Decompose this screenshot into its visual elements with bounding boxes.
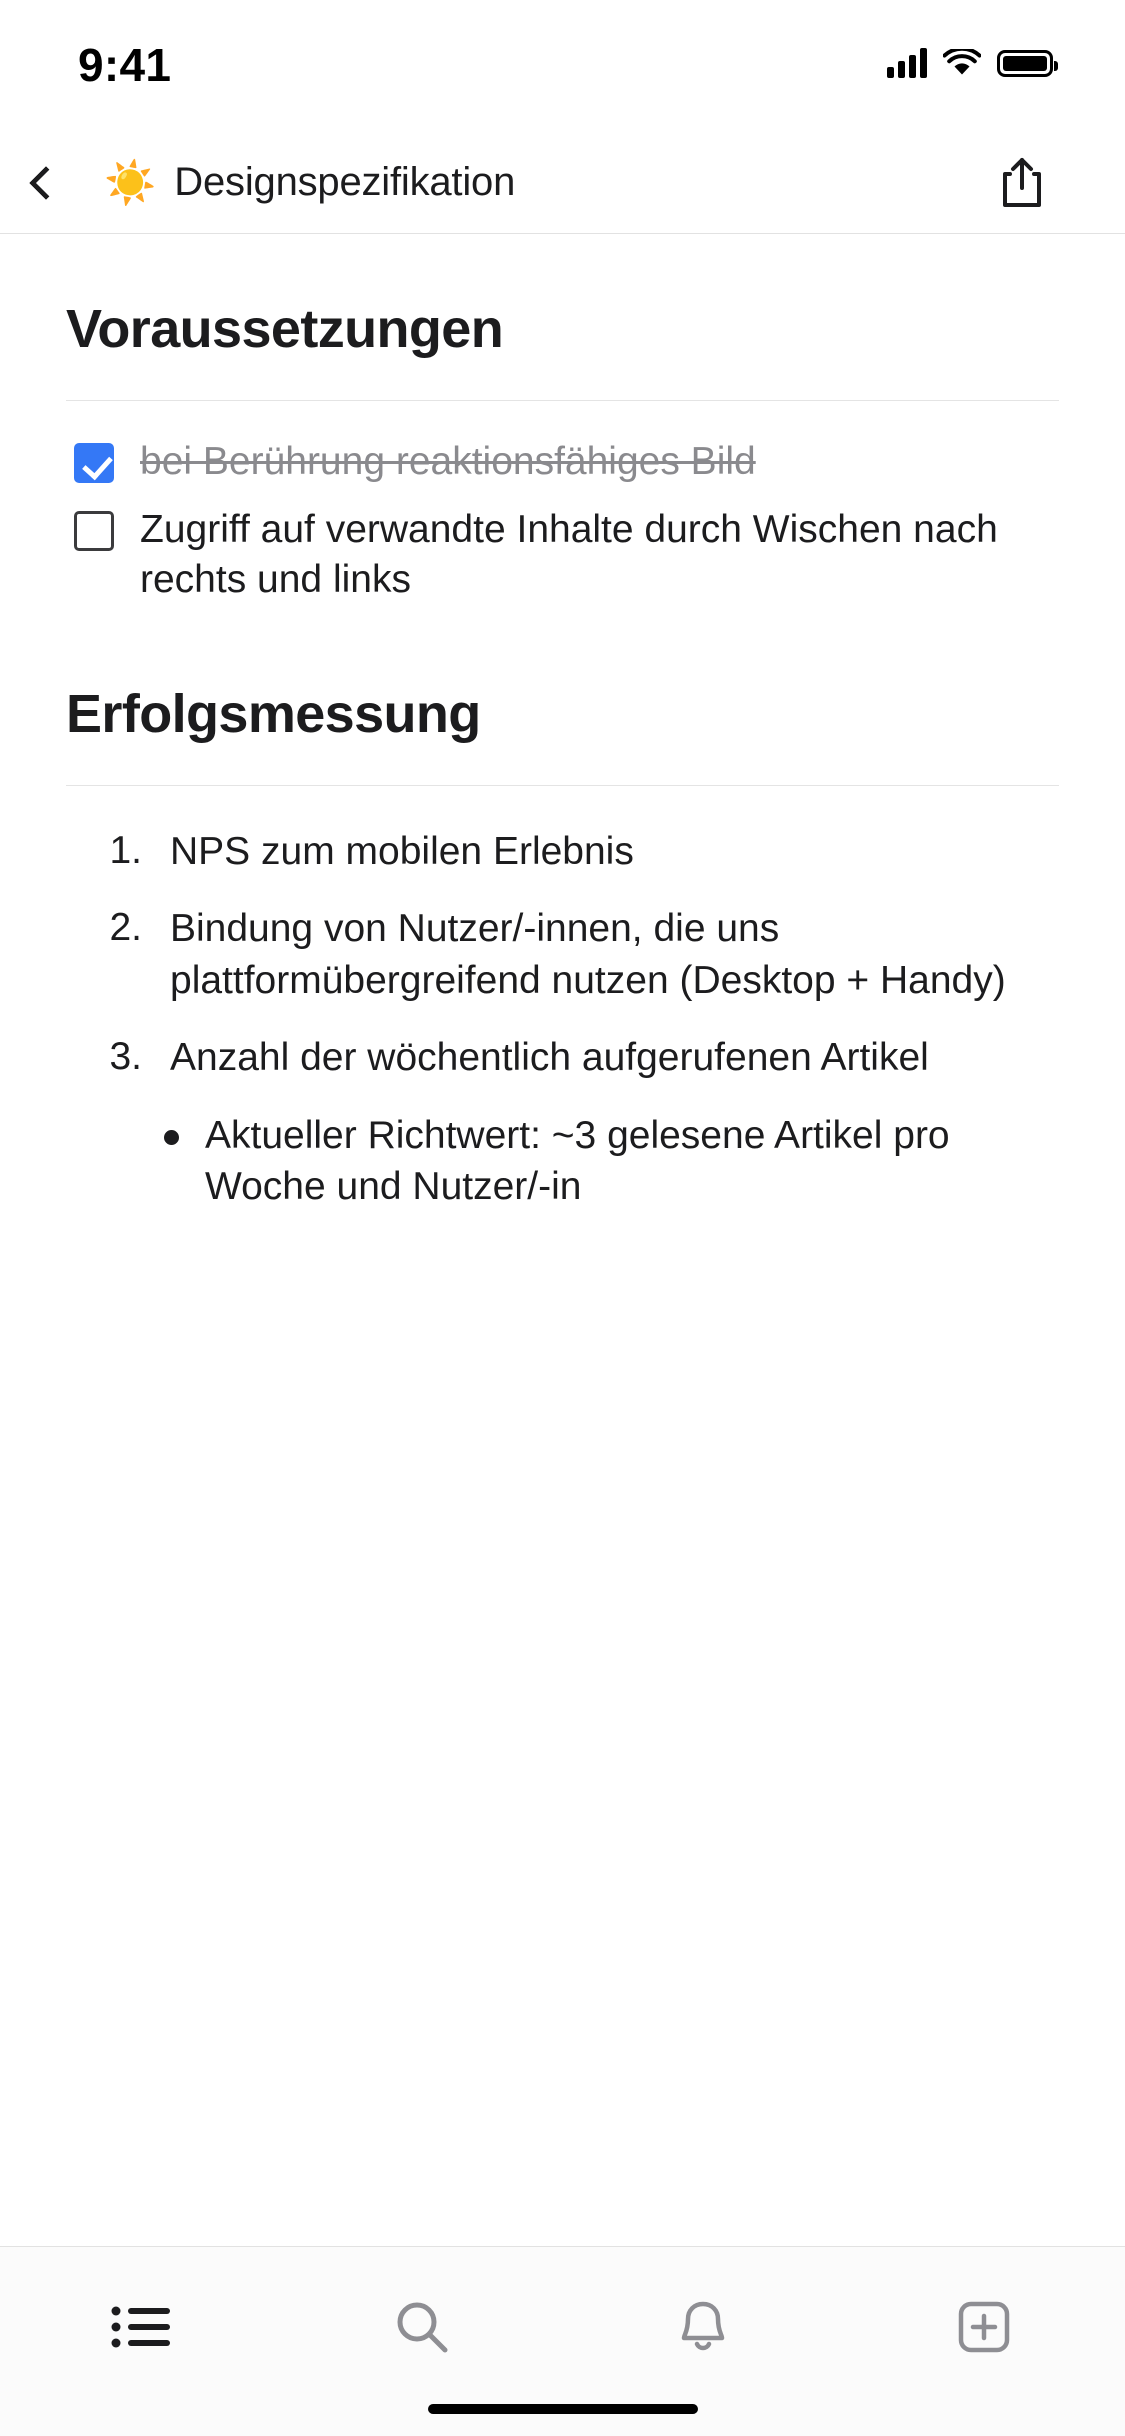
cellular-signal-icon bbox=[887, 48, 927, 78]
sub-bullet-list bbox=[80, 1110, 1059, 1213]
heading-divider bbox=[66, 785, 1059, 786]
wifi-icon bbox=[943, 49, 981, 77]
tab-bar bbox=[0, 2246, 1125, 2436]
bullet-icon bbox=[164, 1130, 179, 1145]
status-bar bbox=[0, 0, 1125, 132]
tab-search[interactable] bbox=[281, 2287, 562, 2367]
list-item bbox=[80, 1032, 1059, 1083]
section-heading-voraussetzungen: Voraussetzungen bbox=[66, 299, 504, 359]
status-indicators bbox=[887, 48, 1053, 78]
list-item-number: 3. bbox=[109, 1035, 142, 1079]
sub-list-item-text: Aktueller Richtwert: ~3 gelesene Artikel pro Woche und Nutzer/-in bbox=[205, 1113, 950, 1209]
page-title: Designspezifikation bbox=[174, 160, 516, 204]
back-button[interactable] bbox=[34, 147, 90, 219]
status-time: 9:41 bbox=[78, 39, 172, 91]
list-item-number: 1. bbox=[109, 828, 142, 872]
nav-bar bbox=[0, 132, 1125, 234]
plus-square-icon bbox=[956, 2299, 1012, 2355]
list-item-text: NPS zum mobilen Erlebnis bbox=[170, 829, 634, 873]
list-item bbox=[80, 903, 1059, 1006]
heading-divider bbox=[66, 400, 1059, 401]
tab-list[interactable] bbox=[0, 2287, 281, 2367]
sub-list-item bbox=[164, 1110, 1059, 1213]
battery-icon bbox=[997, 50, 1053, 77]
list-item-text: Bindung von Nutzer/-innen, die uns plattformübergreifend nutzen (Desktop + Handy) bbox=[170, 907, 1006, 1002]
search-icon bbox=[393, 2298, 451, 2356]
checklist-item-label: bei Berührung reaktionsfähiges Bild bbox=[140, 440, 756, 483]
bell-icon bbox=[677, 2298, 729, 2356]
list-item-text: Anzahl der wöchentlich aufgerufenen Artikel bbox=[170, 1036, 929, 1080]
list-icon bbox=[110, 2304, 172, 2350]
tab-add[interactable] bbox=[844, 2287, 1125, 2367]
home-indicator bbox=[428, 2404, 698, 2414]
tab-notifications[interactable] bbox=[563, 2287, 844, 2367]
chevron-left-icon bbox=[29, 166, 63, 200]
checkbox-checked-icon[interactable] bbox=[74, 443, 114, 483]
share-button[interactable] bbox=[997, 155, 1047, 211]
list-item-number: 2. bbox=[109, 906, 142, 950]
ordered-list bbox=[66, 826, 1059, 1213]
checkbox-unchecked-icon[interactable] bbox=[74, 511, 114, 551]
checklist-item[interactable] bbox=[66, 437, 1059, 487]
checklist-item[interactable] bbox=[66, 505, 1059, 605]
checklist-item-label: Zugriff auf verwandte Inhalte durch Wischen nach rechts und links bbox=[140, 507, 998, 601]
document-body bbox=[0, 298, 1125, 1213]
checklist bbox=[66, 437, 1059, 605]
sun-emoji-icon: ☀️ bbox=[104, 158, 157, 206]
section-heading-erfolgsmessung: Erfolgsmessung bbox=[66, 683, 481, 744]
list-item bbox=[80, 826, 1059, 877]
